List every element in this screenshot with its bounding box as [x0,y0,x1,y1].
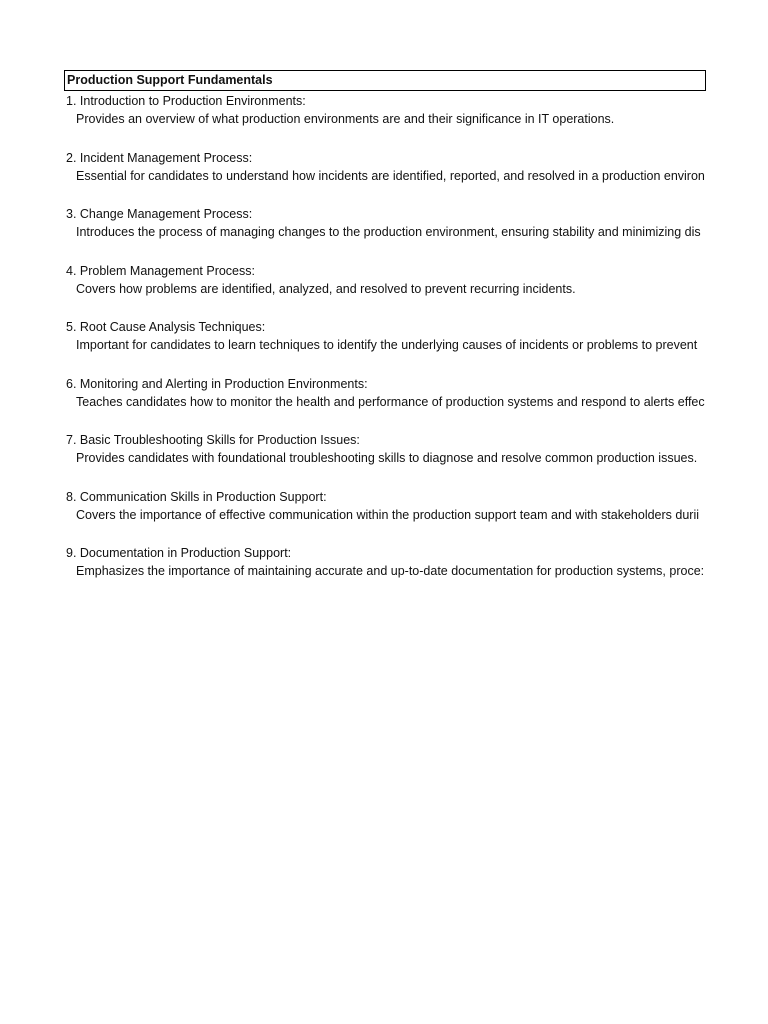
topic-heading: 2. Incident Management Process: [66,150,253,165]
list-item [64,543,707,600]
list-item [64,374,707,431]
document-title-cell: Production Support Fundamentals [64,70,706,91]
topic-heading: 3. Change Management Process: [66,207,253,221]
topic-description: Introduces the process of managing changes to the production environment, ensuring stability and minimizing dis [76,225,701,239]
topic-description: Important for candidates to learn techniques to identify the underlying causes of incidents or problems to prevent [76,338,698,352]
topic-heading: 4. Problem Management Process: [66,263,255,278]
topic-description: Essential for candidates to understand how incidents are identified, reported, and resolved in a production environ [76,168,705,183]
topic-heading: 1. Introduction to Production Environments: [66,94,306,108]
topic-description: Provides an overview of what production environments are and their significance in IT operations. [76,112,615,126]
list-item [64,261,707,318]
spreadsheet-page [64,70,707,600]
list-item [64,317,707,374]
list-item [64,91,707,148]
topic-description: Teaches candidates how to monitor the health and performance of production systems and respond to alerts effec [76,394,705,409]
topic-description: Covers the importance of effective communication within the production support team and with stakeholders durii [76,507,700,522]
topic-description: Emphasizes the importance of maintaining accurate and up-to-date documentation for production systems, proce: [76,564,705,578]
topic-heading: 5. Root Cause Analysis Techniques: [66,320,266,334]
topic-heading: 8. Communication Skills in Production Support: [66,489,327,504]
topic-heading: 7. Basic Troubleshooting Skills for Production Issues: [66,433,360,447]
topic-description: Provides candidates with foundational troubleshooting skills to diagnose and resolve common production issues. [76,451,698,465]
topic-list [64,91,707,600]
list-item [64,148,707,205]
topic-heading: 9. Documentation in Production Support: [66,546,292,560]
topic-description: Covers how problems are identified, analyzed, and resolved to prevent recurring incidents. [76,281,576,296]
list-item [64,430,707,487]
list-item [64,204,707,261]
list-item [64,487,707,544]
topic-heading: 6. Monitoring and Alerting in Production Environments: [66,376,368,391]
